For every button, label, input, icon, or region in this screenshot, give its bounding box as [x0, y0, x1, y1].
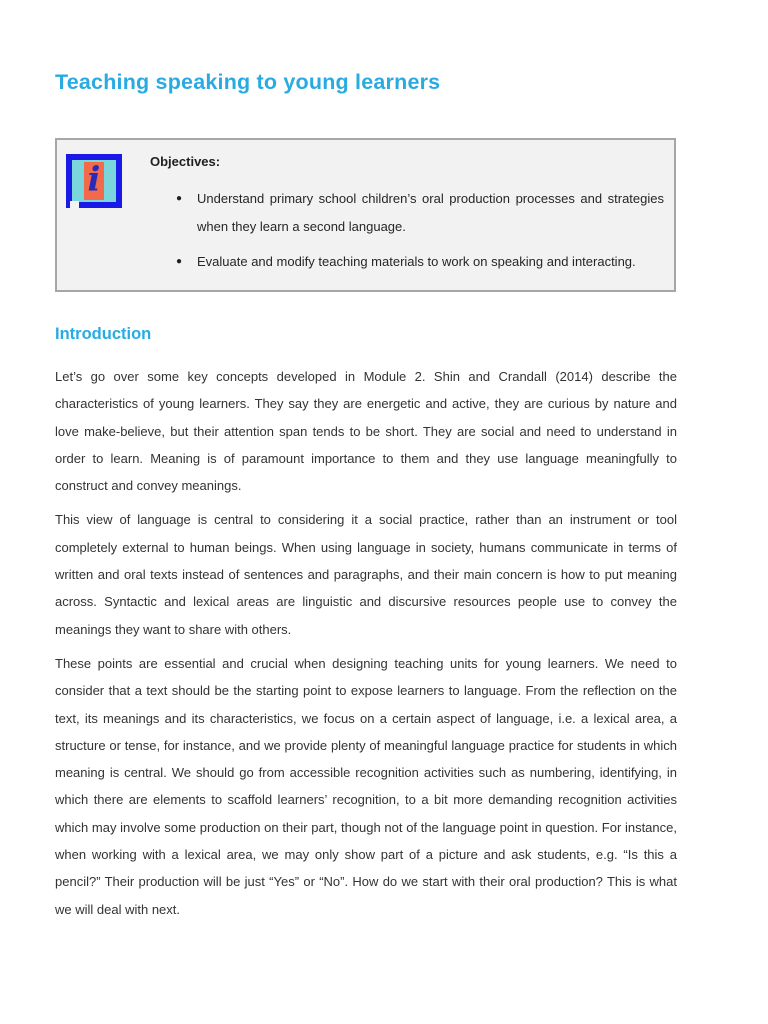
paragraph: Let’s go over some key concepts developed in Module 2. Shin and Crandall (2014) describe the characteristics of young learners. They say they are energetic and active, they are curious by nature and love make-believe, but their attention span tends to be short. They are social and need to understand in order to learn. Meaning is of paramount importance to them and they use language meaningfully to construct and convey meanings. [55, 369, 677, 494]
info-icon [66, 154, 122, 208]
paragraph: These points are essential and crucial when designing teaching units for young learners. We need to consider that a text should be the starting point to expose learners to language. From the reflection on the text, its meanings and its characteristics, we focus on a certain aspect of language, i.e. a lexical area, a structure or tense, for instance, and we provide plenty of meaningful language practice for students in which meaning is central. We should go from accessible recognition activities such as numbering, identifying, in which there are elements to scaffold learners’ recognition, to a bit more demanding recognition activities which may involve some production on their part, though not of the language point in question. For instance, when working with a lexical area, we may only show part of a picture and ask students, e.g. “Is this a pencil?” Their production will be just “Yes” or “No”. How do we start with their oral production? This is what we will deal with next. [55, 655, 677, 917]
objective-item [150, 185, 664, 241]
objective-item-text: Evaluate and modify teaching materials to work on speaking and interacting. [197, 254, 636, 269]
info-icon-letter: i [87, 159, 101, 200]
info-icon-border [66, 154, 122, 208]
info-icon-notch [70, 201, 79, 208]
section-heading-introduction: Introduction [55, 325, 152, 343]
document-title: Teaching speaking to young learners [55, 70, 441, 94]
bullet-icon: ● [176, 193, 183, 204]
objective-item-text: Understand primary school children’s oral production processes and strategies when they learn a second language. [197, 191, 664, 234]
objectives-list [150, 185, 664, 276]
introduction-section [55, 325, 677, 930]
objectives-box [55, 138, 676, 292]
objective-item [150, 248, 664, 276]
objectives-heading: Objectives: [150, 154, 221, 169]
paragraph: This view of language is central to considering it a social practice, rather than an instrument or tool completely external to human beings. When using language in society, humans communicate in terms of written and oral texts instead of sentences and paragraphs, and their main concern is how to put meaning across. Syntactic and lexical areas are linguistic and discursive resources people use to convey the meanings they want to share with others. [55, 512, 677, 637]
objectives-content [150, 140, 674, 276]
bullet-icon: ● [176, 256, 183, 267]
info-icon-background [72, 160, 116, 202]
